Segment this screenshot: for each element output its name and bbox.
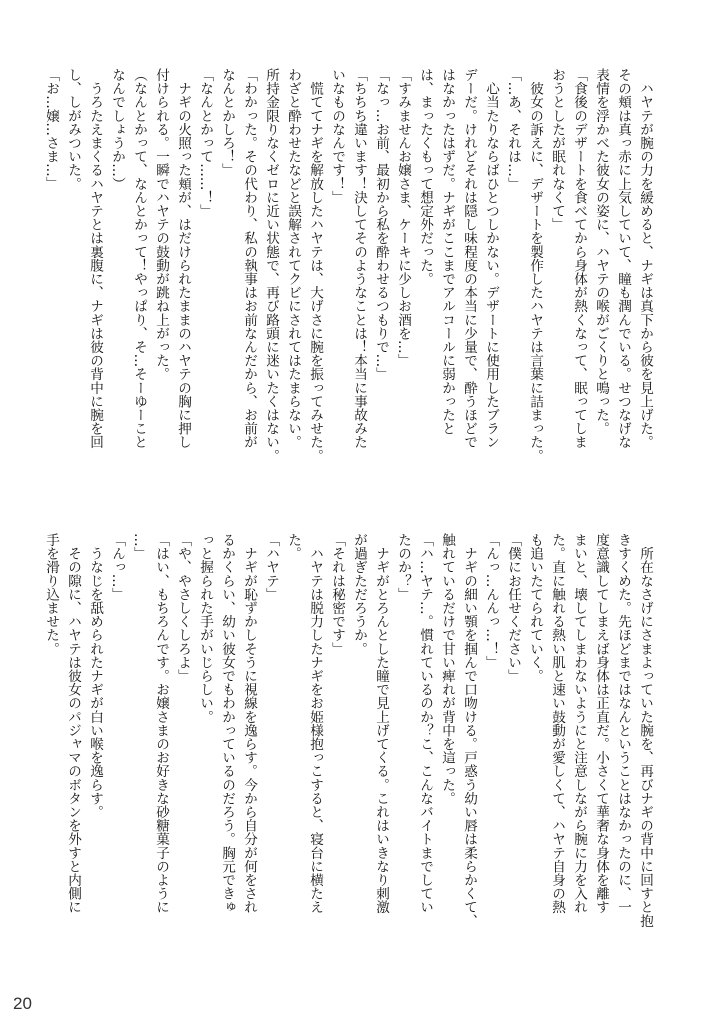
text-line: 「ハ…ヤテ…。慣れているのか？こ、こんなバイトまでしてい [417, 533, 433, 914]
text-line: 慌ててナギを解放したハヤテは、大げさに腕を振ってみせた。 [307, 68, 323, 463]
text-line: るかくらい、幼い彼女でもわかっているのだろう。胸元できゅ [219, 533, 235, 914]
text-line: ナギがとろんとした瞳で見上げてくる。これはいきなり刺激 [373, 533, 389, 914]
text-line: 「それは秘密です」 [329, 533, 345, 656]
text-line: ナギの火照った頬が、はだけられたままのハヤテの胸に押し [175, 68, 191, 449]
text-line: わざと酔わせたなどと誤解されてクビにされてはたまらない。 [285, 68, 301, 449]
text-line: きすくめた。先ほどまではなんということはなかったのに、一 [615, 533, 631, 914]
text-line: ナギの細い顎を掴んで口吻ける。戸惑う幼い唇は柔らかくて、 [461, 533, 477, 928]
text-line: 付けられる。一瞬でハヤテの鼓動が跳ね上がった。 [153, 68, 169, 381]
text-line: なんでしょうか…） [109, 68, 125, 191]
text-line: が過ぎただろうか。 [351, 533, 367, 656]
text-line: 「ハヤテ」 [263, 533, 279, 601]
text-line: ハヤテは脱力したナギをお姫様抱っこすると、寝台に横たえ [307, 533, 323, 914]
text-line: 「食後のデザートを食べてから身体が熱くなって、眠ってしま [571, 68, 587, 449]
text-line: 「お…嬢…さま…」 [43, 68, 59, 191]
text-line: 「…あ、それは…」 [505, 68, 521, 191]
text-line: た。直に触れる熱い肌と速い鼓動が愛しくて、ハヤテ自身の熱 [549, 533, 565, 914]
text-line: （なんとかって、なんとかって！やっぱり、そ…そーゆーこと [131, 68, 147, 449]
text-line: 手を滑り込ませた。 [43, 533, 59, 656]
text-line: いなものなんです！」 [329, 68, 345, 204]
text-block-lower [43, 533, 656, 963]
text-line: 彼女の訴えに、デザートを製作したハヤテは言葉に詰まった。 [527, 68, 543, 463]
text-line: おうとしたが眠れなくて」 [549, 68, 565, 232]
text-line: はなかったはずだ。ナギがここまでアルコールに弱かったと [439, 68, 455, 436]
text-line: ナギが恥ずかしそうに視線を逸らす。今から自分が何をされ [241, 533, 257, 914]
text-line: 「すみませんお嬢さま、ケーキに少しお酒を…」 [395, 68, 411, 368]
text-line: 「僕にお任せください」 [505, 533, 521, 683]
text-line: し、しがみついた。 [65, 68, 81, 191]
text-line: その頬は真っ赤に上気していて、瞳も潤んでいる。せつなげな [615, 68, 631, 449]
text-line: デーだ。けれどそれは隠し味程度の本当に少量で、酔うほどで [461, 68, 477, 449]
text-line: 度意識してしまえば身体は正直だ。小さくて華奢な身体を離す [593, 533, 609, 914]
text-line: なんとかしろ！」 [219, 68, 235, 177]
text-line: 所在なさげにさまよっていた腕を、再びナギの背中に回すと抱 [637, 533, 653, 928]
text-line: 心当たりならばひとつしかない。デザートに使用したブラン [483, 68, 499, 449]
text-line: 「わかった。その代わり、私の執事はお前なんだから、お前が [241, 68, 257, 449]
text-line: まいと、壊してしまわないようにと注意しながら腕に力を入れ [571, 533, 587, 914]
text-line: その隙に、ハヤテは彼女のパジャマのボタンを外すと内側に [65, 533, 81, 914]
text-line: 「んっ…」 [109, 533, 125, 601]
text-line: ハヤテが腕の力を緩めると、ナギは真下から彼を見上げた。 [637, 68, 653, 449]
text-line: 「ちちち違います！決してそのようなことは！本当に事故みた [351, 68, 367, 449]
text-line: …」 [131, 533, 147, 561]
text-line: 触れているだけで甘い痺れが背中を這った。 [439, 533, 455, 805]
text-line: 「なんとかって……！」 [197, 68, 213, 218]
text-line: 「や、やさしくしろよ」 [175, 533, 191, 683]
page-number: 20 [13, 994, 32, 1013]
text-line: っと握られた手がいじらしい。 [197, 533, 213, 724]
text-line: た。 [285, 533, 301, 561]
text-line: も追いたてられていく。 [527, 533, 543, 683]
text-line: うろたえまくるハヤテとは裏腹に、ナギは彼の背中に腕を回 [87, 68, 103, 449]
text-line: たのか？」 [395, 533, 411, 601]
text-line: うなじを舐められたナギが白い喉を逸らす。 [87, 533, 103, 819]
text-line: 「はい、もちろんです。お嬢さまのお好きな砂糖菓子のように [153, 533, 169, 914]
text-block-upper [43, 68, 656, 498]
text-line: は、まったくもって想定外だった。 [417, 68, 433, 286]
text-line: 「なっ…お前、最初から私を酔わせるつもりで…」 [373, 68, 389, 381]
text-line: 表情を浮かべた彼女の姿に、ハヤテの喉がごくりと鳴った。 [593, 68, 609, 436]
text-line: 所持金限りなくゼロに近い状態で、再び路頭に迷いたくはない。 [263, 68, 279, 463]
text-line: 「んっ…んんっ…！」 [483, 533, 499, 669]
